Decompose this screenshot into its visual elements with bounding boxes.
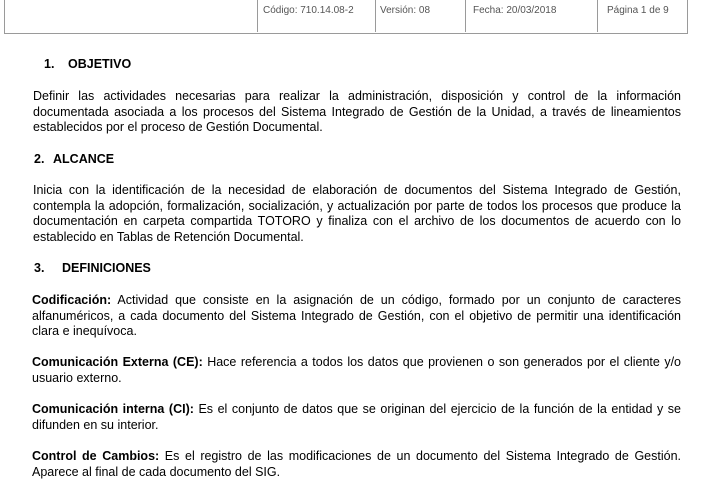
section-objetivo-text: Definir las actividades necesarias para realizar la administración, disposición y control de la información documentada asociada a los procesos del Sistema Integrado de Gestión de la Unidad, a través de lineamientos establecidos por el proceso de Gestión Documental. <box>33 89 681 135</box>
section-alcance-number: 2. <box>34 152 45 166</box>
section-alcance-heading <box>34 152 114 166</box>
header-cell-pagina <box>597 0 669 32</box>
section-objetivo-heading <box>44 57 131 71</box>
section-alcance-text: Inicia con la identificación de la necesidad de elaboración de documentos del Sistema Integrado de Gestión, contempla la adopción, formalización, socialización, y actualización por parte de todos los procesos que produce la documentación en carpeta compartida TOTORO y finaliza con el archivo de los documentos de acuerdo con lo establecido en Tablas de Retención Documental. <box>33 183 681 245</box>
definition-term: Comunicación interna (CI): <box>32 402 194 416</box>
section-objetivo-title: OBJETIVO <box>68 57 132 71</box>
definition-item-comunicacion-externa <box>32 355 681 386</box>
definition-term: Comunicación Externa (CE): <box>32 355 203 369</box>
header-cell-fecha <box>465 0 557 32</box>
header-version: Versión: 08 <box>380 5 431 16</box>
definition-term: Codificación: <box>32 293 112 307</box>
section-alcance-title: ALCANCE <box>53 152 115 166</box>
definition-text: Es el conjunto de datos que se originan del ejercicio de la función de la entidad y se difunden en su interior. <box>32 402 681 432</box>
section-objetivo-number: 1. <box>44 57 55 71</box>
header-pagina: Página 1 de 9 <box>607 5 669 16</box>
definition-text: Es el registro de las modificaciones de un documento del Sistema Integrado de Gestión. Aparece al final de cada documento del SIG. <box>32 449 681 479</box>
definition-item-comunicacion-interna <box>32 402 681 433</box>
definition-term: Control de Cambios: <box>32 449 160 463</box>
definition-item-control-de-cambios <box>32 449 681 480</box>
definition-item-codificacion <box>32 293 681 340</box>
section-definiciones-number: 3. <box>34 261 45 275</box>
header-codigo: Código: 710.14.08-2 <box>263 5 354 16</box>
section-definiciones-heading <box>34 261 151 275</box>
header-cell-version <box>375 0 431 32</box>
header-cell-codigo <box>257 0 354 32</box>
header-fecha: Fecha: 20/03/2018 <box>473 5 557 16</box>
definition-text: Actividad que consiste en la asignación de un código, formado por un conjunto de caracteres alfanuméricos, a cada documento del Sistema Integrado de Gestión, con el objetivo de permitir una identificación clara e inequívoca. <box>32 293 681 339</box>
section-definiciones-title: DEFINICIONES <box>62 261 151 275</box>
definition-text: Hace referencia a todos los datos que provienen o son generados por el cliente y/o usuario externo. <box>32 355 681 385</box>
document-header-table <box>4 0 688 34</box>
